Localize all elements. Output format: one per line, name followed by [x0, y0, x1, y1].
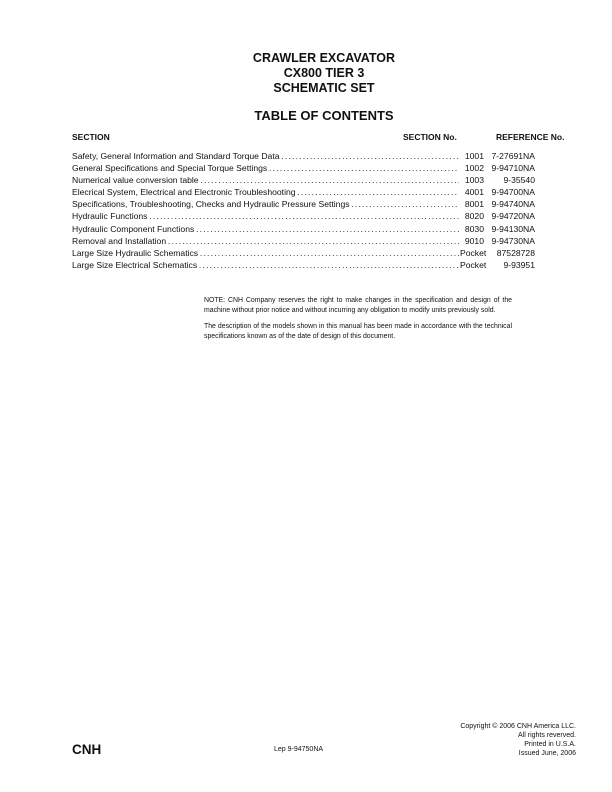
toc-row-reference-no: 9-35540 [503, 175, 535, 186]
toc-row-reference-no: 9-94710NA [491, 163, 535, 174]
title-line-3: SCHEMATIC SET [273, 81, 375, 95]
toc-row-section-no: 8030 [459, 223, 484, 235]
toc-row-title: General Specifications and Special Torque Settings [72, 163, 268, 174]
copyright-block [420, 722, 576, 758]
lep-number: Lep 9-94750NA [274, 746, 324, 753]
toc-row-section-no: Pocket [460, 247, 487, 258]
toc-row-reference-no: 9-93951 [503, 259, 535, 270]
printed-line: Printed in U.S.A. [524, 741, 576, 748]
toc-row-reference-no: 87528728 [496, 247, 535, 258]
toc-row [72, 174, 535, 186]
issued-line: Issued June, 2006 [518, 750, 576, 757]
toc-row [72, 259, 535, 271]
note-block [204, 296, 512, 348]
toc-row-title: Large Size Hydraulic Schematics [72, 247, 199, 258]
toc-row-title: Specifications, Troubleshooting, Checks and Hydraulic Pressure Settings [72, 199, 350, 210]
note-paragraph-2: The description of the models shown in this manual has been made in accordance with the technical specifications known as of the date of design of this document. [204, 323, 512, 341]
document-title [0, 51, 612, 96]
toc-row-title: Elecrical System, Electrical and Electronic Troubleshooting [72, 187, 296, 198]
note-paragraph-1: NOTE: CNH Company reserves the right to make changes in the specification and design of the machine without prior notice and without incurring any obligation to modify units previously sold. [204, 297, 512, 315]
toc-row-section-no: Pocket [460, 259, 487, 270]
toc-row-section-no: 1003 [459, 174, 484, 186]
toc-list [72, 150, 535, 271]
toc-row [72, 150, 535, 162]
toc-row-title: Hydraulic Functions [72, 211, 148, 222]
toc-row-reference-no: 9-94130NA [491, 223, 535, 234]
toc-row-reference-no: 9-94720NA [491, 211, 535, 222]
toc-row-section-no: 8020 [459, 210, 484, 222]
toc-row-title: Removal and Installation [72, 235, 167, 246]
brand-logo: CNH [72, 742, 102, 757]
toc-row-title: Numerical value conversion table [72, 175, 199, 186]
toc-row-section-no: 1001 [459, 150, 484, 162]
column-header-section-no: SECTION No. [403, 132, 457, 142]
toc-row-reference-no: 7-27691NA [491, 151, 535, 161]
toc-row-reference-no: 9-94730NA [491, 235, 535, 246]
toc-row-title: Large Size Electrical Schematics [72, 259, 198, 270]
toc-row-reference-no: 9-94700NA [491, 187, 535, 198]
toc-row-title: Hydraulic Component Functions [72, 223, 195, 234]
toc-row [72, 198, 535, 210]
title-line-1: CRAWLER EXCAVATOR [252, 51, 396, 65]
toc-row [72, 235, 535, 247]
toc-row [72, 186, 535, 198]
toc-heading: TABLE OF CONTENTS [254, 108, 394, 123]
toc-row [72, 210, 535, 222]
toc-row-section-no: 9010 [459, 235, 484, 247]
toc-row [72, 162, 535, 174]
column-header-reference-no: REFERENCE No. [496, 132, 565, 142]
toc-row-reference-no: 9-94740NA [491, 199, 535, 210]
rights-line: All rights reverved. [518, 732, 576, 739]
toc-row-title: Safety, General Information and Standard Torque Data [72, 151, 280, 161]
toc-row-section-no: 8001 [459, 198, 484, 210]
toc-row [72, 247, 535, 259]
column-header-section: SECTION [72, 132, 110, 142]
copyright-line: Copyright © 2006 CNH America LLC. [460, 723, 576, 730]
toc-row-section-no: 4001 [459, 186, 484, 198]
title-line-2: CX800 TIER 3 [283, 66, 365, 80]
toc-row-section-no: 1002 [459, 162, 484, 174]
toc-row [72, 223, 535, 235]
